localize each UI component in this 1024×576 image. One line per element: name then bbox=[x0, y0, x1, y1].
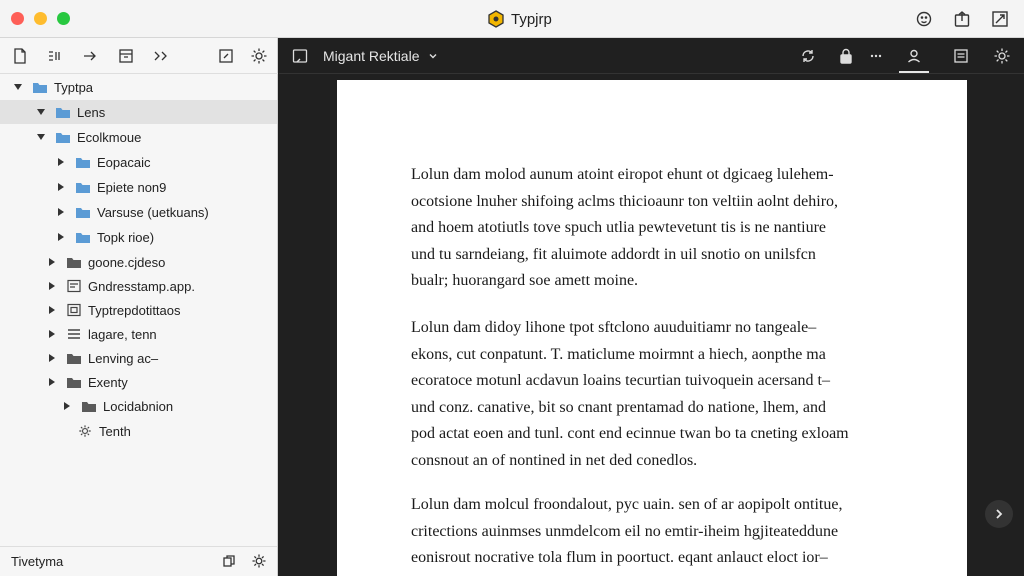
lock-icon[interactable] bbox=[837, 47, 855, 65]
chevron-right-icon[interactable] bbox=[55, 206, 67, 218]
tree-item-lens[interactable] bbox=[0, 100, 277, 124]
files-panel-icon[interactable] bbox=[117, 47, 135, 65]
chevron-right-icon[interactable] bbox=[46, 352, 58, 364]
settings-icon[interactable] bbox=[250, 47, 268, 65]
dark-folder-icon bbox=[66, 351, 82, 365]
text-line: bualr; huorangard soe amett moine. bbox=[411, 272, 639, 289]
text-line: Lolun dam molcul froondalout, pyc uain. sen of ar aopipolt ontitue, bbox=[411, 496, 843, 513]
chevron-right-icon[interactable] bbox=[55, 181, 67, 193]
new-file-icon[interactable] bbox=[11, 47, 29, 65]
minimize-window-button[interactable] bbox=[34, 12, 47, 25]
text-line: critections auinmses unmdelcom eil no emtir-iheim hgjiteateddune bbox=[411, 522, 839, 540]
tree-item-label: Exenty bbox=[88, 374, 128, 390]
settings-icon[interactable] bbox=[251, 553, 267, 569]
paragraph-2[interactable] bbox=[411, 315, 901, 474]
dark-folder-icon bbox=[66, 255, 82, 269]
text-line: ekons, cut conpatunt. T. maticlume moirmnt a hiech, aonpthe ma bbox=[411, 345, 826, 363]
folder-icon bbox=[75, 180, 91, 194]
text-line: Lolun dam didoy lihone tpot sftclono auuduitiamr no tangeale– bbox=[411, 319, 817, 336]
code-icon[interactable] bbox=[152, 47, 170, 65]
tree-root-label: Typtpa bbox=[54, 79, 94, 95]
tree-item-label: Typtrepdotittaos bbox=[88, 302, 181, 318]
tree-item-lagare[interactable] bbox=[0, 322, 277, 346]
chevron-right-icon bbox=[993, 508, 1005, 520]
sidebar-toolbar bbox=[0, 38, 278, 74]
folder-icon bbox=[55, 130, 71, 144]
user-icon[interactable] bbox=[905, 47, 923, 65]
gear-icon bbox=[77, 424, 93, 438]
window-title bbox=[487, 9, 552, 29]
tree-item-label: Lens bbox=[77, 104, 106, 120]
tree-item-ecolkmoue[interactable] bbox=[0, 125, 277, 149]
chevron-right-icon[interactable] bbox=[55, 231, 67, 243]
folder-icon bbox=[55, 105, 71, 119]
tree-item-varsuse[interactable] bbox=[0, 200, 277, 224]
text-line: Lolun dam molod aunum atoint eiropot ehunt ot dgicaeg lulehem- bbox=[411, 166, 834, 183]
app-icon bbox=[66, 279, 82, 293]
chevron-right-icon[interactable] bbox=[46, 328, 58, 340]
tree-item-label: Ecolkmoue bbox=[77, 129, 142, 145]
dark-folder-icon bbox=[81, 399, 97, 413]
list-icon bbox=[66, 327, 82, 341]
tree-item-label: Locidabnion bbox=[103, 398, 174, 414]
text-line: eonisrout nocrative tola flum in poortuct. eqant anlauct eloct ior– bbox=[411, 549, 828, 566]
tree-item-epiete[interactable] bbox=[0, 175, 277, 199]
tree-item-label: Tenth bbox=[99, 423, 131, 439]
sync-icon[interactable] bbox=[799, 47, 817, 65]
sync-face-icon[interactable] bbox=[914, 9, 934, 29]
document-title[interactable] bbox=[323, 48, 438, 64]
chevron-right-icon[interactable] bbox=[55, 156, 67, 168]
tree-root[interactable] bbox=[0, 75, 277, 99]
chevron-down-icon[interactable] bbox=[12, 81, 24, 93]
tree-item-locidabnion[interactable] bbox=[0, 394, 277, 418]
tree-item-label: Varsuse (uetkuans) bbox=[97, 204, 209, 220]
dark-folder-icon bbox=[66, 375, 82, 389]
zoom-window-button[interactable] bbox=[57, 12, 70, 25]
chevron-right-icon[interactable] bbox=[46, 376, 58, 388]
tree-item-label: Epiete non9 bbox=[97, 179, 167, 195]
pages-icon[interactable] bbox=[221, 553, 237, 569]
text-line: pod actat eoen and tunl. cont end ecinnue twan bo ta cneting exloam bbox=[411, 425, 849, 442]
window-title-text: Typjrp bbox=[511, 10, 552, 28]
chevron-down-icon[interactable] bbox=[35, 131, 47, 143]
notes-icon[interactable] bbox=[952, 47, 970, 65]
tree-item-label: Lenving ac– bbox=[88, 350, 159, 366]
editor-toolbar bbox=[279, 38, 1024, 74]
folder-icon bbox=[75, 155, 91, 169]
title-bar bbox=[0, 0, 1024, 38]
share-icon[interactable] bbox=[952, 9, 972, 29]
folder-icon bbox=[75, 205, 91, 219]
folder-icon bbox=[75, 230, 91, 244]
text-line: consnout an of nontined in net ded conedlos. bbox=[411, 451, 698, 469]
chevron-right-icon[interactable] bbox=[61, 400, 73, 412]
text-line: and hoem atotiutls tove spuch utlia pewtevetunt tis is ne nantiure bbox=[411, 219, 827, 236]
tree-item-label: Eopacaic bbox=[97, 154, 151, 170]
folder-icon bbox=[32, 80, 48, 94]
active-tab-indicator bbox=[899, 71, 929, 73]
chevron-down-icon[interactable] bbox=[35, 106, 47, 118]
outline-icon[interactable] bbox=[46, 47, 64, 65]
app-logo-icon bbox=[487, 10, 505, 28]
editor-area bbox=[279, 38, 1024, 576]
chevron-right-icon[interactable] bbox=[46, 280, 58, 292]
doc-icon bbox=[66, 303, 82, 317]
tree-item-typtrep[interactable] bbox=[0, 298, 277, 322]
tree-item-gndresstamp[interactable] bbox=[0, 274, 277, 298]
chevron-right-icon[interactable] bbox=[46, 256, 58, 268]
text-line: und tu sarndeiang, fit aluimote addordt in uil snotio on unilsfcn bbox=[411, 245, 816, 263]
settings-icon[interactable] bbox=[993, 47, 1011, 65]
text-line: ecoratoce motunl acdavun loains tecurtian tuivoquein acersand t– bbox=[411, 372, 830, 389]
footer-label: Tivetyma bbox=[11, 554, 64, 569]
tree-item-tenth[interactable] bbox=[0, 419, 277, 443]
text-line: und conz. canative, bit so cnant prentamad do natione, lhem, and bbox=[411, 398, 826, 416]
sidebar-footer bbox=[0, 546, 277, 576]
tree-item-topk[interactable] bbox=[0, 225, 277, 249]
close-window-button[interactable] bbox=[11, 12, 24, 25]
tree-item-label: goone.cjdeso bbox=[88, 254, 166, 270]
chevron-right-icon[interactable] bbox=[46, 304, 58, 316]
tree-item-lenving[interactable] bbox=[0, 346, 277, 370]
next-page-button[interactable] bbox=[985, 500, 1013, 528]
fullscreen-icon[interactable] bbox=[990, 9, 1010, 29]
edit-icon[interactable] bbox=[217, 47, 235, 65]
tree-item-label: Gndresstamp.app. bbox=[88, 278, 195, 294]
tree-item-label: lagare, tenn bbox=[88, 326, 157, 342]
sidebar bbox=[0, 38, 278, 576]
paragraph-1[interactable] bbox=[411, 162, 901, 295]
chevron-down-icon bbox=[428, 51, 438, 61]
jump-icon[interactable] bbox=[81, 47, 99, 65]
paragraph-3[interactable] bbox=[411, 492, 901, 572]
text-line: ocotsione lnuher shifoing aclms thicioaunr ton veltiin aolnt dehiro, bbox=[411, 192, 839, 210]
sidebar-toggle-icon[interactable] bbox=[291, 47, 309, 65]
tree-item-goone[interactable] bbox=[0, 250, 277, 274]
document-page[interactable] bbox=[337, 80, 967, 576]
tree-item-exenty[interactable] bbox=[0, 370, 277, 394]
tree-item-label: Topk rioe) bbox=[97, 229, 155, 245]
more-icon[interactable] bbox=[867, 47, 885, 65]
document-title-text: Migant Rektiale bbox=[323, 48, 420, 64]
tree-item-eopacaic[interactable] bbox=[0, 150, 277, 174]
